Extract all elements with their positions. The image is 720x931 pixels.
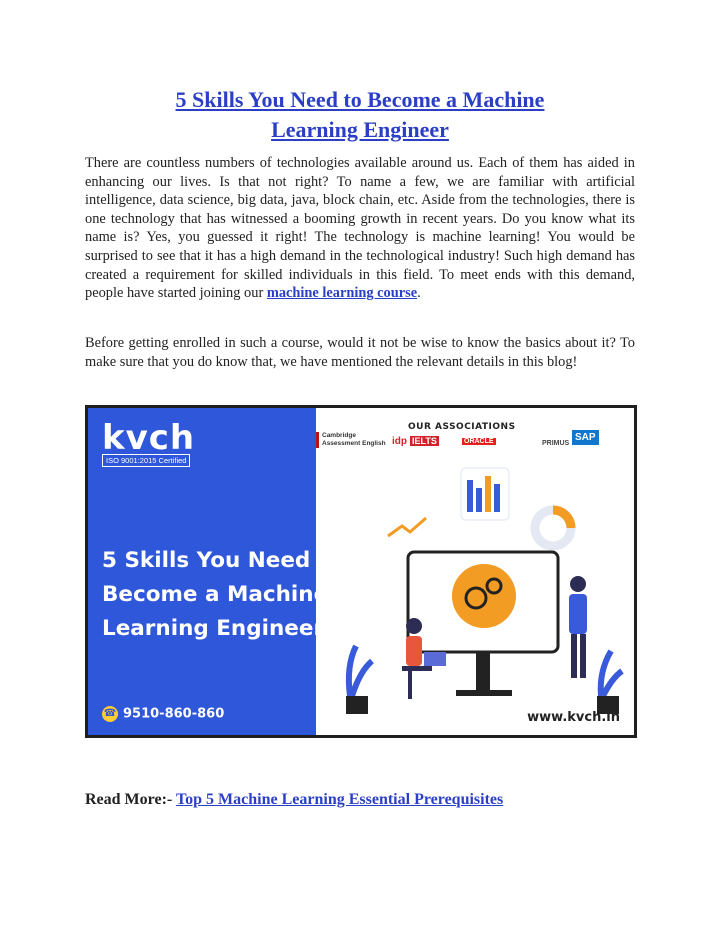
man-standing-icon xyxy=(569,576,587,678)
phone-number: 9510-860-860 xyxy=(123,706,225,722)
associations-title: OUR ASSOCIATIONS xyxy=(408,422,516,432)
intro-period: . xyxy=(417,285,421,302)
intro-text: There are countless numbers of technologies available around us. Each of them has aided in enhancing our lives. Is that not right? To name a few, we are familiar with artificial intelligence, data science, big data, java, block chain, etc. Aside from the technologies, there is one technology that has witnessed a booming growth in recent years. Do you know what its name is? Yes, you guessed it right! The technology is machine learning! You would be surprised to see that it has a high demand in the technological industry! Such high demand has created a requirement for skilled individuals in this field. To meet ends with this demand, people have started joining our xyxy=(85,155,635,302)
intro-paragraph xyxy=(85,154,635,303)
trend-line-icon xyxy=(388,518,426,536)
illustration-svg xyxy=(316,466,636,726)
banner-headline-line-2: Become a Machine xyxy=(102,582,329,607)
banner-headline-line-3: Learning Engineer xyxy=(102,616,325,641)
read-more xyxy=(85,791,503,809)
second-paragraph: Before getting enrolled in such a course, would it not be wise to know the basics about it? To make sure that you do know that, we have mentioned the relevant details in this blog! xyxy=(85,335,635,370)
title-line-2: Learning Engineer xyxy=(271,117,449,142)
oracle-logo: ORACLE xyxy=(464,438,494,445)
banner-website: www.kvch.in xyxy=(527,710,620,725)
ielts-logo: IELTS xyxy=(412,436,437,446)
iso-certification-badge: ISO 9001:2015 Certified xyxy=(102,454,190,467)
phone-icon: ☎ xyxy=(102,706,118,722)
sap-logo: SAP xyxy=(572,430,599,445)
machine-learning-course-link[interactable]: machine learning course xyxy=(266,285,418,302)
banner-headline xyxy=(102,544,352,646)
brain-gears-icon xyxy=(452,564,516,628)
page-title xyxy=(85,85,635,145)
title-line-1: 5 Skills You Need to Become a Machine xyxy=(175,87,545,112)
read-more-link[interactable]: Top 5 Machine Learning Essential Prerequisites xyxy=(175,791,504,808)
primus-logo: PRIMUS xyxy=(542,440,570,447)
idp-logo: idp xyxy=(392,436,407,447)
banner-headline-line-1: 5 Skills You Need to xyxy=(102,548,343,573)
plant-right-icon xyxy=(601,651,622,696)
banner-phone xyxy=(102,706,224,722)
kvch-logo: kvch xyxy=(102,418,196,458)
cambridge-logo: Cambridge Assessment English xyxy=(316,432,387,448)
article-banner-image xyxy=(85,405,637,738)
associations-logos xyxy=(316,430,636,470)
read-more-label: Read More:- xyxy=(85,791,173,808)
plant-left-icon xyxy=(349,646,372,696)
